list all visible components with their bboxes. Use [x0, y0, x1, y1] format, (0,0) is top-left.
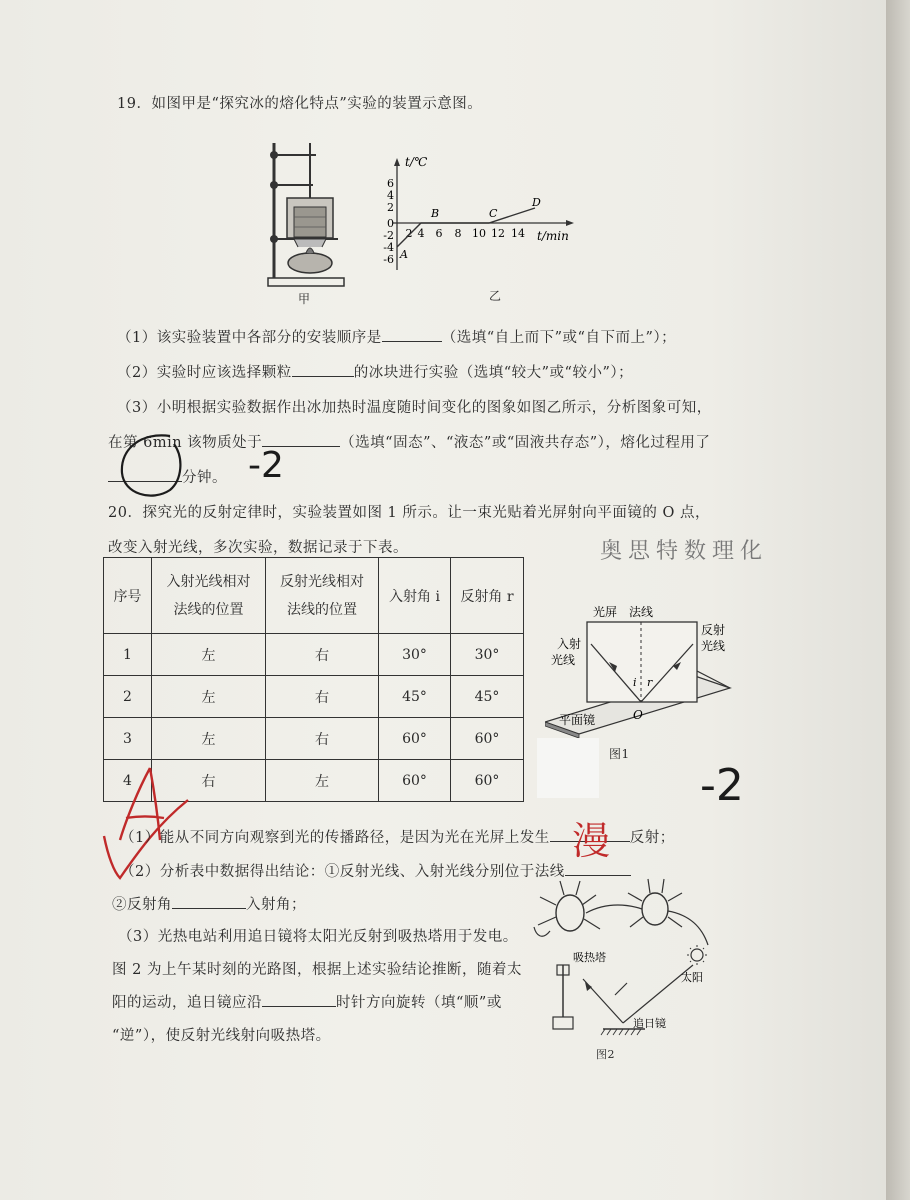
- q20-part3-line2: 图 2 为上午某时刻的光路图，根据上述实验结论推断，随着太: [112, 962, 522, 978]
- point-a: A: [400, 248, 408, 261]
- q19-part2-text: （2）实验时应该选择颗粒: [117, 365, 292, 381]
- x-tick: 14: [511, 227, 525, 240]
- q20-title-1: 20．探究光的反射定律时，实验装置如图 1 所示。让一束光贴着光屏射向平面镜的 O 点，: [108, 505, 710, 521]
- next-page-edge: [886, 0, 910, 1200]
- cell: 1: [104, 634, 152, 676]
- q19-part3-line1: （3）小明根据实验数据作出冰加热时温度随时间变化的图象如图乙所示，分析图象可知，: [117, 400, 712, 416]
- correction-tape-patch: [537, 738, 599, 798]
- cell: 3: [104, 718, 152, 760]
- y-tick: 4: [387, 189, 394, 202]
- q20-part2-b: [112, 893, 306, 914]
- header-incident-position: [152, 558, 266, 634]
- q20-answer-diffuse: 漫: [572, 819, 611, 863]
- q20-title-2: 改变入射光线，多次实验，数据记录于下表。: [108, 540, 408, 556]
- q19-part1: [117, 326, 676, 347]
- cell: 左: [266, 760, 379, 802]
- cell: 45°: [379, 676, 451, 718]
- y-tick: 0: [387, 217, 394, 230]
- q20-part3-line3: [112, 991, 502, 1012]
- x-axis-label: t/min: [537, 229, 569, 243]
- cell: 4: [104, 760, 152, 802]
- q20-part3-line1: （3）光热电站利用追日镜将太阳光反射到吸热塔用于发电。: [118, 929, 518, 945]
- x-tick: 10: [472, 227, 486, 240]
- q20-part1-tail: 反射；: [629, 830, 675, 846]
- q20-part3-line4: “逆”），使反射光线射向吸热塔。: [112, 1028, 331, 1044]
- q19-score: -2: [248, 445, 284, 486]
- tower-label: 吸热塔: [573, 951, 606, 964]
- cell: 右: [266, 718, 379, 760]
- y-tick: -4: [383, 241, 394, 254]
- sun-label: 太阳: [681, 971, 703, 984]
- stamp-text: 奥思特数理化: [600, 539, 769, 564]
- q20-part3-text-a: 阳的运动，追日镜应沿: [112, 995, 262, 1011]
- q19-title: 19．如图甲是“探究冰的熔化特点”实验的装置示意图。: [117, 96, 483, 112]
- point-b: B: [431, 207, 440, 220]
- header-incident-1: 入射光线相对: [166, 573, 251, 590]
- angle-i-label: i: [633, 676, 637, 689]
- fig2-heliostat-diagram: [545, 945, 715, 1055]
- y-tick: 2: [387, 201, 394, 214]
- header-reflected-2: 法线的位置: [287, 601, 357, 618]
- table-row: [104, 676, 524, 718]
- reflected-label-1: 反射: [701, 623, 726, 637]
- q19-part2: [117, 361, 633, 382]
- cell: 45°: [451, 676, 524, 718]
- x-tick: 4: [417, 227, 425, 240]
- header-reflected-1: 反射光线相对: [280, 573, 364, 590]
- y-tick: -6: [383, 253, 394, 266]
- cell: 左: [152, 676, 266, 718]
- point-c: C: [489, 207, 498, 220]
- q19-temperature-graph: [365, 150, 595, 280]
- point-d: D: [532, 196, 541, 209]
- q19-part1-tail: （选填“自上而下”或“自下而上”）；: [441, 330, 677, 346]
- cell: 60°: [451, 760, 524, 802]
- q20-part1-text: （1）能从不同方向观察到光的传播路径，是因为光在光屏上发生: [120, 830, 550, 846]
- q20-part2-text: （2）分析表中数据得出结论：①反射光线、入射光线分别位于法线: [120, 864, 565, 880]
- incident-label-2: 光线: [551, 653, 576, 667]
- incident-label-1: 入射: [557, 637, 582, 651]
- table-row: [104, 718, 524, 760]
- x-tick: 2: [405, 227, 413, 240]
- y-tick: 6: [387, 177, 394, 190]
- q20-rotation-blank[interactable]: [262, 1006, 336, 1007]
- q19-part3-line2: [108, 431, 710, 452]
- cell: 2: [104, 676, 152, 718]
- q20-angle-blank[interactable]: [172, 908, 246, 909]
- q20-score: -2: [700, 760, 744, 811]
- header-reflected-angle: 反射角 r: [451, 558, 524, 634]
- y-tick: -2: [383, 229, 394, 242]
- q19-part3-tail: 分钟。: [182, 470, 227, 486]
- cell: 30°: [379, 634, 451, 676]
- header-index: 序号: [104, 558, 152, 634]
- table-row: [104, 634, 524, 676]
- cell: 右: [266, 634, 379, 676]
- q20-part2-b-tail: 入射角；: [246, 897, 306, 913]
- point-o-label: O: [633, 708, 643, 722]
- hand-drawn-circle: [112, 428, 192, 508]
- header-reflected-position: [266, 558, 379, 634]
- cell: 左: [152, 718, 266, 760]
- sun-icon: [687, 945, 707, 965]
- fig-yi-label: 乙: [489, 289, 502, 303]
- header-incident-2: 法线的位置: [173, 601, 244, 618]
- q20-part3-text-b: 时针方向旋转（填“顺”或: [336, 995, 502, 1011]
- normal-label: 法线: [629, 605, 654, 619]
- fig2-caption: 图2: [596, 1048, 615, 1061]
- heliostat-label: 追日镜: [633, 1017, 666, 1030]
- q19-part3-text-b: （选填“固态”、“液态”或“固液共存态”），熔化过程用了: [340, 435, 711, 451]
- q20-part2-b-text: ②反射角: [112, 897, 172, 913]
- fig1-reflection-apparatus: [545, 600, 735, 750]
- q19-part2-blank[interactable]: [292, 376, 354, 377]
- q19-part3-text-a: 在第 6min 该物质处于: [108, 435, 263, 451]
- q19-part2-tail: 的冰块进行实验（选填“较大”或“较小”）；: [353, 365, 634, 381]
- cell: 30°: [451, 634, 524, 676]
- fig1-caption: 图1: [609, 747, 630, 761]
- mirror-label: 平面镜: [559, 713, 596, 727]
- cell: 右: [152, 760, 266, 802]
- x-tick: 12: [491, 227, 505, 240]
- cell: 右: [266, 676, 379, 718]
- cell: 60°: [379, 760, 451, 802]
- cell: 60°: [451, 718, 524, 760]
- pen-doodle-sketch: [530, 875, 720, 955]
- cell: 左: [152, 634, 266, 676]
- x-tick: 6: [435, 227, 443, 240]
- fig-jia-label: 甲: [298, 292, 311, 306]
- cell: 60°: [379, 718, 451, 760]
- q19-apparatus-figure: [258, 135, 350, 305]
- header-incident-angle: 入射角 i: [379, 558, 451, 634]
- table-header-row: [104, 558, 524, 634]
- screen-label: 光屏: [593, 605, 618, 619]
- x-tick: 8: [454, 227, 462, 240]
- q19-part1-text: （1）该实验装置中各部分的安装顺序是: [117, 330, 382, 346]
- reflected-label-2: 光线: [701, 639, 726, 653]
- q19-part1-blank[interactable]: [382, 341, 442, 342]
- y-axis-label: t/℃: [405, 155, 428, 169]
- angle-r-label: r: [647, 676, 653, 689]
